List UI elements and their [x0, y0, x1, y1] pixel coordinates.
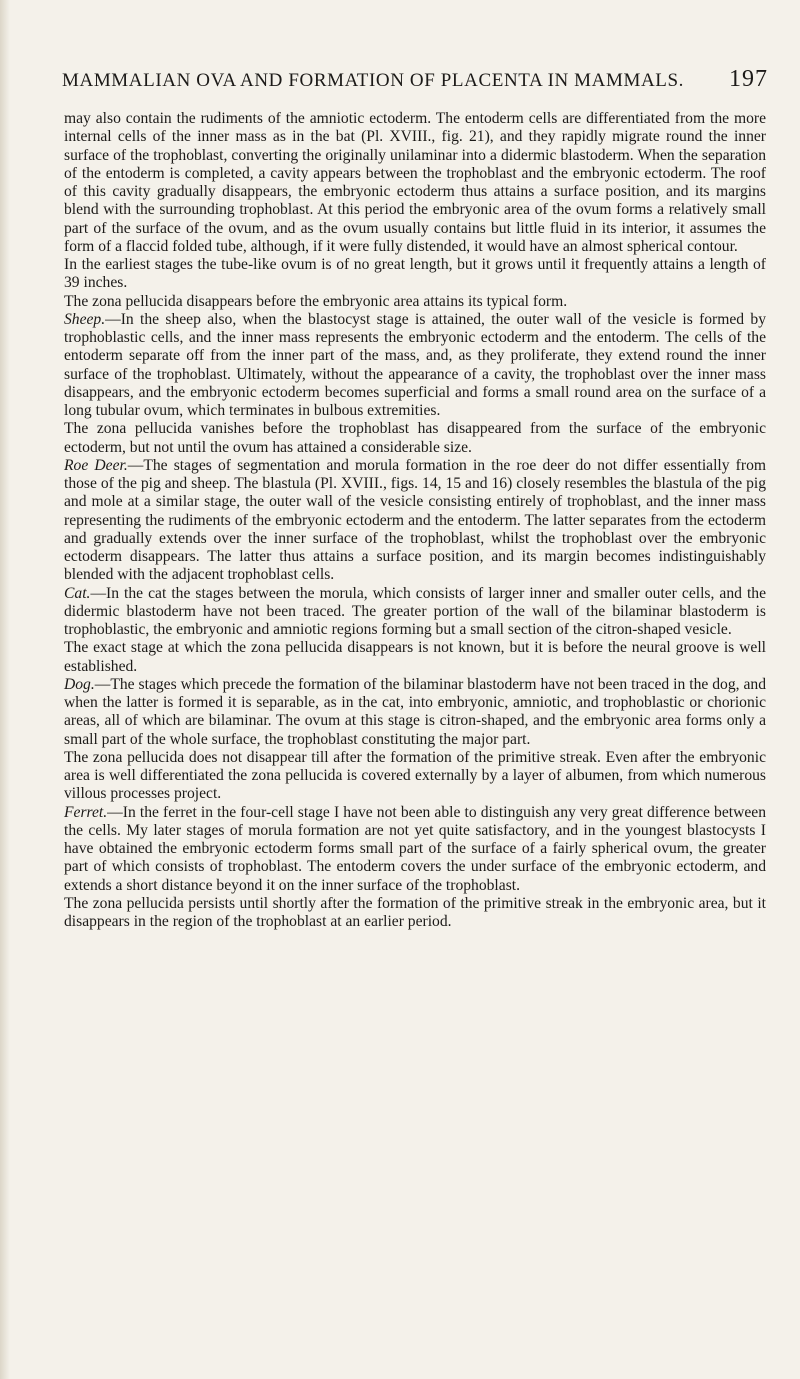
paragraph-lead: Cat. — [64, 584, 91, 602]
paragraph-text: In the earliest stages the tube-like ovum is of no great length, but it grows until it frequently attains a length of 39 inches. — [64, 256, 766, 292]
body-text — [64, 110, 766, 931]
paragraph-text: The zona pellucida persists until shortly after the formation of the primitive streak in the embryonic area, but it disappears in the region of the trophoblast at an earlier period. — [64, 894, 766, 930]
paragraph-text: —In the cat the stages between the morula, which consists of larger inner and smaller outer cells, and the didermic blastoderm have not been traced. The greater portion of the wall of the bilaminar blastoderm is trophoblastic, the embryonic and amniotic regions forming but a small section of the citron-shaped vesicle. — [64, 584, 766, 638]
running-head-title: MAMMALIAN OVA AND FORMATION OF PLACENTA IN MAMMALS. — [62, 70, 685, 91]
running-header — [62, 66, 768, 93]
paragraph — [64, 804, 766, 895]
paragraph-text: The zona pellucida vanishes before the trophoblast has disappeared from the surface of the embryonic ectoderm, but not until the ovum has attained a considerable size. — [64, 420, 766, 456]
paragraph-text: —In the sheep also, when the blastocyst stage is attained, the outer wall of the vesicle is formed by trophoblastic cells, and the inner mass represents the embryonic ectoderm and the entoderm. The cells of the entoderm separate off from the inner part of the mass, and, as they proliferate, they extend round the inner surface of the trophoblast. Ultimately, without the appearance of a cavity, the trophoblast over the inner mass disappears, and the embryonic ectoderm becomes superficial and forms a small round area on the surface of a long tubular ovum, which terminates in bulbous extremities. — [64, 310, 766, 419]
paragraph — [64, 420, 766, 457]
paragraph-text: The exact stage at which the zona pellucida disappears is not known, but it is before the neural groove is well established. — [64, 639, 766, 675]
paragraph-text: —The stages of segmentation and morula formation in the roe deer do not differ essentially from those of the pig and sheep. The blastula (Pl. XVIII., figs. 14, 15 and 16) closely resembles the blastula of the pig and mole at a similar stage, the outer wall of the vesicle consisting entirely of trophoblast, and the inner mass representing the rudiments of the embryonic ectoderm and the entoderm. The latter separates from the ectoderm and gradually extends over the inner surface of the trophoblast, whilst the trophoblast over the embryonic ectoderm disappears. The latter thus attains a surface position, and its margin becomes indistinguishably blended with the adjacent trophoblast cells. — [64, 456, 766, 584]
paragraph-text: The zona pellucida disappears before the embryonic area attains its typical form. — [64, 292, 568, 310]
paragraph — [64, 457, 766, 585]
paragraph-text: may also contain the rudiments of the amniotic ectoderm. The entoderm cells are differentiated from the more internal cells of the inner mass as in the bat (Pl. XVIII., fig. 21), and they rapidly migrate round the inner surface of the trophoblast, converting the originally unilaminar into a didermic blastoderm. When the separation of the entoderm is completed, a cavity appears between the trophoblast and the embryonic ectoderm. The roof of this cavity gradually disappears, the embryonic ectoderm thus attains a surface position, and its margins blend with the surrounding trophoblast. At this period the embryonic area of the ovum forms a relatively small part of the surface of the ovum, and as the ovum usually contains but little fluid in its interior, it assumes the form of a flaccid folded tube, although, if it were fully distended, it would have an almost spherical contour. — [64, 110, 766, 255]
paragraph — [64, 895, 766, 932]
paragraph-text: —In the ferret in the four-cell stage I have not been able to distinguish any very great difference between the cells. My later stages of morula formation are not yet quite satisfactory, and in the youngest blastocysts I have obtained the embryonic ectoderm forms small part of the surface of a fairly spherical ovum, the greater part of which consists of trophoblast. The entoderm covers the under surface of the embryonic ectoderm, and extends a short distance beyond it on the inner surface of the trophoblast. — [64, 803, 766, 894]
paragraph — [64, 293, 766, 311]
paragraph — [64, 676, 766, 749]
page-edge-shadow — [0, 0, 10, 1379]
paragraph-lead: Dog. — [64, 675, 95, 693]
paragraph — [64, 639, 766, 676]
paragraph-lead: Roe Deer. — [64, 456, 128, 474]
paragraph — [64, 256, 766, 293]
paragraph-lead: Ferret. — [64, 803, 108, 821]
page-number: 197 — [729, 66, 768, 92]
paragraph-text: —The stages which precede the formation of the bilaminar blastoderm have not been traced in the dog, and when the latter is formed it is separable, as in the cat, into embryonic, amniotic, and trophoblastic or chorionic areas, all of which are bilaminar. The ovum at this stage is citron-shaped, and the embryonic area forms only a small part of the whole surface, the trophoblast constituting the major part. — [64, 675, 766, 748]
paragraph-lead: Sheep. — [64, 310, 106, 328]
paragraph — [64, 585, 766, 640]
paragraph — [64, 110, 766, 256]
paragraph — [64, 749, 766, 804]
paragraph — [64, 311, 766, 421]
paragraph-text: The zona pellucida does not disappear till after the formation of the primitive streak. Even after the embryonic area is well differentiated the zona pellucida is covered externally by a layer of albumen, from which numerous villous processes project. — [64, 748, 766, 803]
